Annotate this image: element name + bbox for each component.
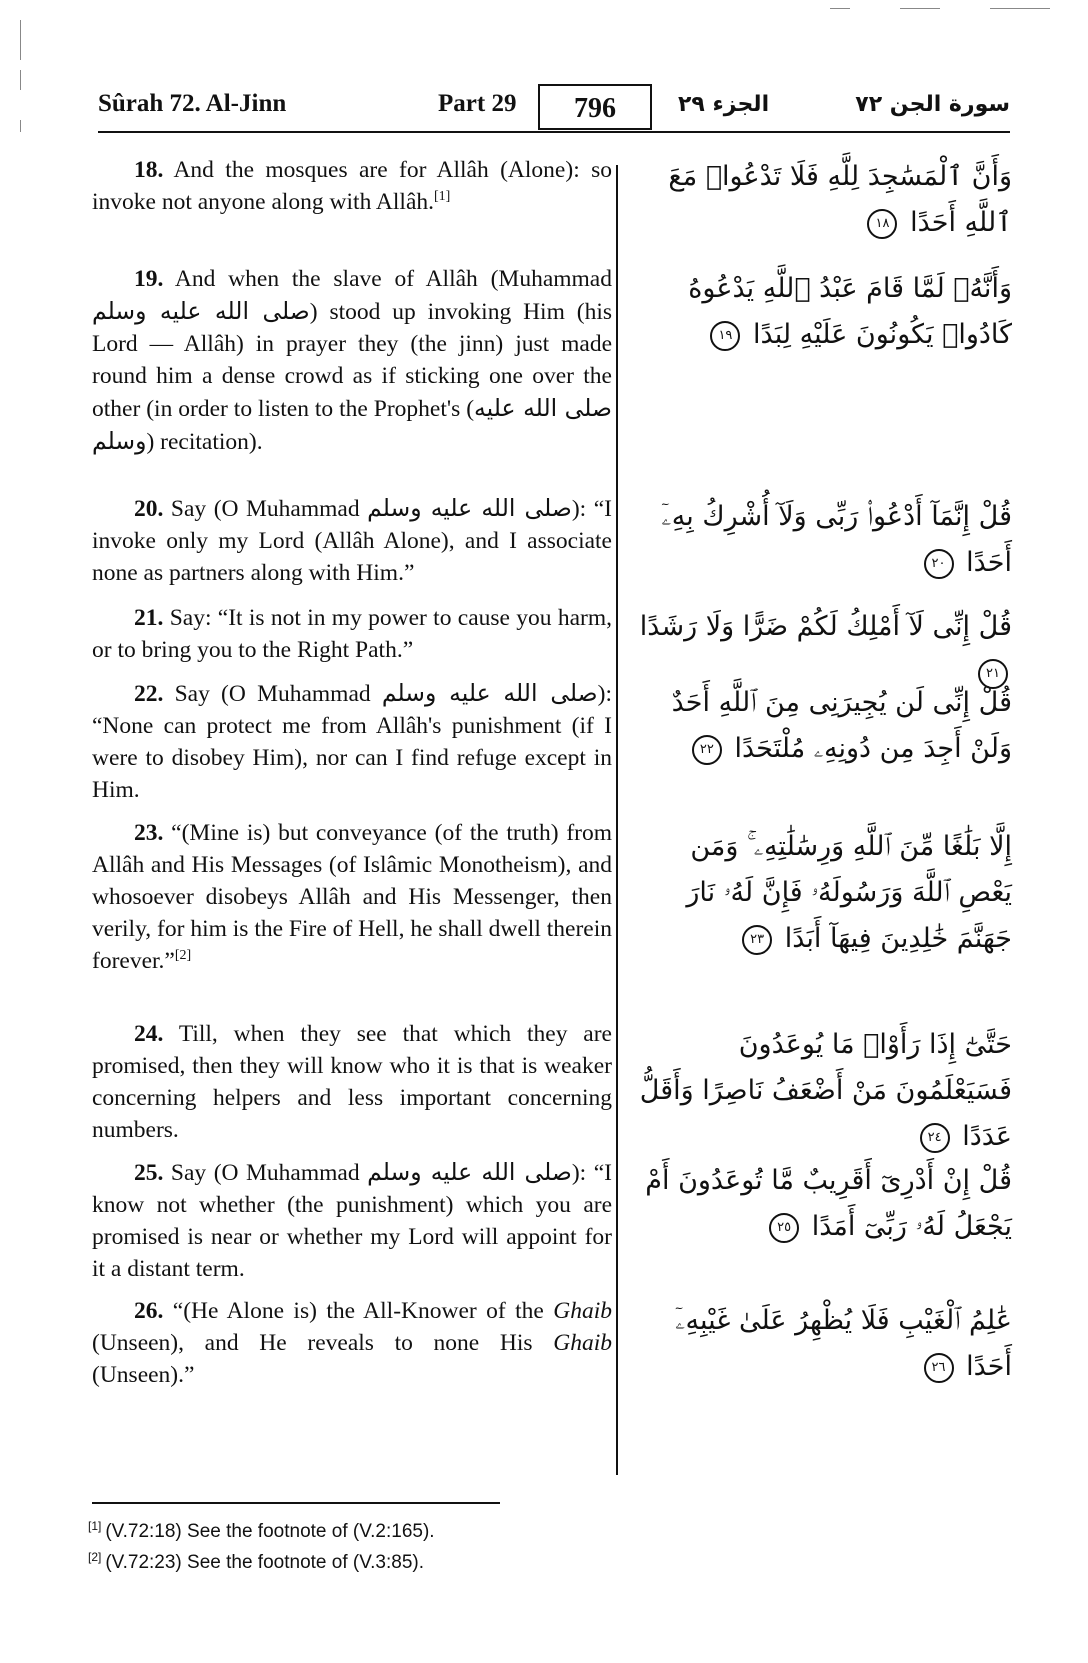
verse-number: 25. <box>134 1160 164 1186</box>
arabic-text: قُلْ إِنِّى لَن يُجِيرَنِى مِنَ ٱللَّهِ أَحَدٌ وَلَنْ أَجِدَ مِن دُونِهِۦ مُلْتَحَدًا <box>671 687 1012 764</box>
verse-en-18 <box>92 154 612 218</box>
page-header <box>98 84 1010 134</box>
verse-en-22 <box>92 677 612 806</box>
verse-en-25 <box>92 1156 612 1285</box>
footnote-marker: [2] <box>88 1549 102 1564</box>
ayah-number-marker: ٢٦ <box>924 1353 954 1383</box>
verse-text: Say (O Muhammad صلى الله عليه وسلم): “I invoke only my Lord (Allâh Alone), and I associate none as partners along with Him.” <box>92 494 612 586</box>
ayah-number-marker: ٢٠ <box>924 549 954 579</box>
verse-en-21 <box>92 602 612 666</box>
verse-number: 24. <box>134 1021 164 1047</box>
ayah-number-marker: ١٨ <box>867 209 897 239</box>
verse-number: 21. <box>134 605 164 631</box>
footnote-text: (V.72:23) See the footnote of (V.3:85). <box>105 1552 425 1573</box>
verse-ar-22 <box>638 680 1012 772</box>
verse-ar-20 <box>638 494 1012 586</box>
surah-title-ar: سورة الجن ٧٢ <box>855 92 1010 117</box>
page-number: 796 <box>538 84 652 130</box>
verse-ar-23 <box>638 824 1012 962</box>
verse-number: 18. <box>134 157 164 183</box>
verse-number: 26. <box>134 1298 164 1324</box>
arabic-text: قُلْ إِنَّمَآ أَدْعُوا۟ رَبِّى وَلَآ أُشْرِكُ بِهِۦٓ أَحَدًا <box>661 501 1012 578</box>
footnote <box>88 1551 688 1575</box>
juz-label-ar: الجزء ٢٩ <box>678 92 770 117</box>
arabic-text: عَٰلِمُ ٱلْغَيْبِ فَلَا يُظْهِرُ عَلَىٰ غَيْبِهِۦٓ أَحَدًا <box>675 1305 1012 1382</box>
verse-number: 22. <box>134 681 164 707</box>
ayah-number-marker: ٢٥ <box>769 1213 799 1243</box>
verse-text: Till, when they see that which they are promised, then they will know who it is that is weaker concerning helpers and less important concerning numbers. <box>92 1021 612 1143</box>
arabic-text: قُلْ إِنِّى لَآ أَمْلِكُ لَكُمْ ضَرًّا وَلَا رَشَدًا <box>639 611 1012 642</box>
verse-text: And when the slave of Allâh (Muhammad صلى الله عليه وسلم) stood up invoking Him (his Lord — Allâh) in prayer they (the jinn) just made round him a dense crowd as if sticking one over the other (in order to listen to the Prophet's (صلى الله عليه وسلم) recitation). <box>92 266 612 455</box>
verse-text: “(Mine is) but conveyance (of the truth) from Allâh and His Messages (of Islâmic Monotheism), and whosoever disobeys Allâh and His Messenger, then verily, for him is the Fire of Hell, he shall dwell therein forever.”[2] <box>92 820 613 974</box>
verse-ar-24 <box>638 1022 1012 1160</box>
surah-title-en: Sûrah 72. Al-Jinn <box>98 90 287 117</box>
verse-ar-19 <box>638 266 1012 358</box>
ayah-number-marker: ١٩ <box>710 321 740 351</box>
verse-number: 23. <box>134 820 164 846</box>
scan-mark <box>900 8 940 9</box>
part-label: Part 29 <box>438 90 517 117</box>
verse-en-26 <box>92 1295 612 1391</box>
footnote-marker: [1] <box>88 1518 102 1533</box>
arabic-text: وَأَنَّهُۥ لَمَّا قَامَ عَبْدُ ٱللَّهِ يَدْعُوهُ كَادُوا۟ يَكُونُونَ عَلَيْهِ لِبَدًا <box>688 273 1012 350</box>
verse-text: Say: “It is not in my power to cause you harm, or to bring you to the Right Path.” <box>92 605 612 663</box>
header-rule <box>98 131 1010 133</box>
footnote <box>88 1520 688 1544</box>
scan-mark <box>20 70 21 90</box>
footnote-text: (V.72:18) See the footnote of (V.2:165). <box>105 1521 435 1542</box>
verse-ar-25 <box>638 1158 1012 1250</box>
ayah-number-marker: ٢٢ <box>692 735 722 765</box>
verse-text: And the mosques are for Allâh (Alone): so invoke not anyone along with Allâh.[1] <box>92 157 612 215</box>
scan-mark <box>990 8 1050 9</box>
column-divider <box>616 165 618 1475</box>
verse-en-23 <box>92 817 612 977</box>
ayah-number-marker: ٢٤ <box>920 1123 950 1153</box>
verse-en-24 <box>92 1018 612 1146</box>
verse-text: “(He Alone is) the All-Knower of the Ghaib (Unseen), and He reveals to none His Ghaib (Unseen).” <box>92 1298 613 1388</box>
verse-number: 20. <box>134 496 164 522</box>
scan-mark <box>20 120 21 132</box>
arabic-text: حَتَّىٰٓ إِذَا رَأَوْا۟ مَا يُوعَدُونَ فَسَيَعْلَمُونَ مَنْ أَضْعَفُ نَاصِرًا وَأَقَلُّ عَدَدًا <box>639 1029 1012 1152</box>
scan-mark <box>830 8 850 9</box>
verse-text: Say (O Muhammad صلى الله عليه وسلم): “None can protect me from Allâh's punishment (if I were to disobey Him), nor can I find refuge except in Him. <box>92 679 612 803</box>
scan-mark <box>20 20 21 60</box>
ayah-number-marker: ٢١ <box>978 659 1008 689</box>
arabic-text: وَأَنَّ ٱلْمَسَٰجِدَ لِلَّهِ فَلَا تَدْعُوا۟ مَعَ ٱللَّهِ أَحَدًا <box>668 161 1012 238</box>
verse-ar-26 <box>638 1298 1012 1390</box>
arabic-text: قُلْ إِنْ أَدْرِىٓ أَقَرِيبٌ مَّا تُوعَدُونَ أَمْ يَجْعَلُ لَهُۥ رَبِّىٓ أَمَدًا <box>645 1165 1012 1242</box>
verse-en-19 <box>92 263 612 458</box>
footnote-rule <box>92 1502 500 1504</box>
ayah-number-marker: ٢٣ <box>742 925 772 955</box>
verse-text: Say (O Muhammad صلى الله عليه وسلم): “I know not whether (the punishment) which you are promised is near or whether my Lord will appoint for it a distant term. <box>92 1158 612 1282</box>
verse-number: 19. <box>134 266 164 292</box>
verse-ar-18 <box>638 154 1012 246</box>
arabic-text: إِلَّا بَلَٰغًا مِّنَ ٱللَّهِ وَرِسَٰلَٰتِهِۦ ۚ وَمَن يَعْصِ ٱللَّهَ وَرَسُولَهُۥ فَإِنَّ لَهُۥ نَارَ جَهَنَّمَ خَٰلِدِينَ فِيهَآ أَبَدًا <box>686 831 1012 954</box>
verse-en-20 <box>92 492 612 589</box>
